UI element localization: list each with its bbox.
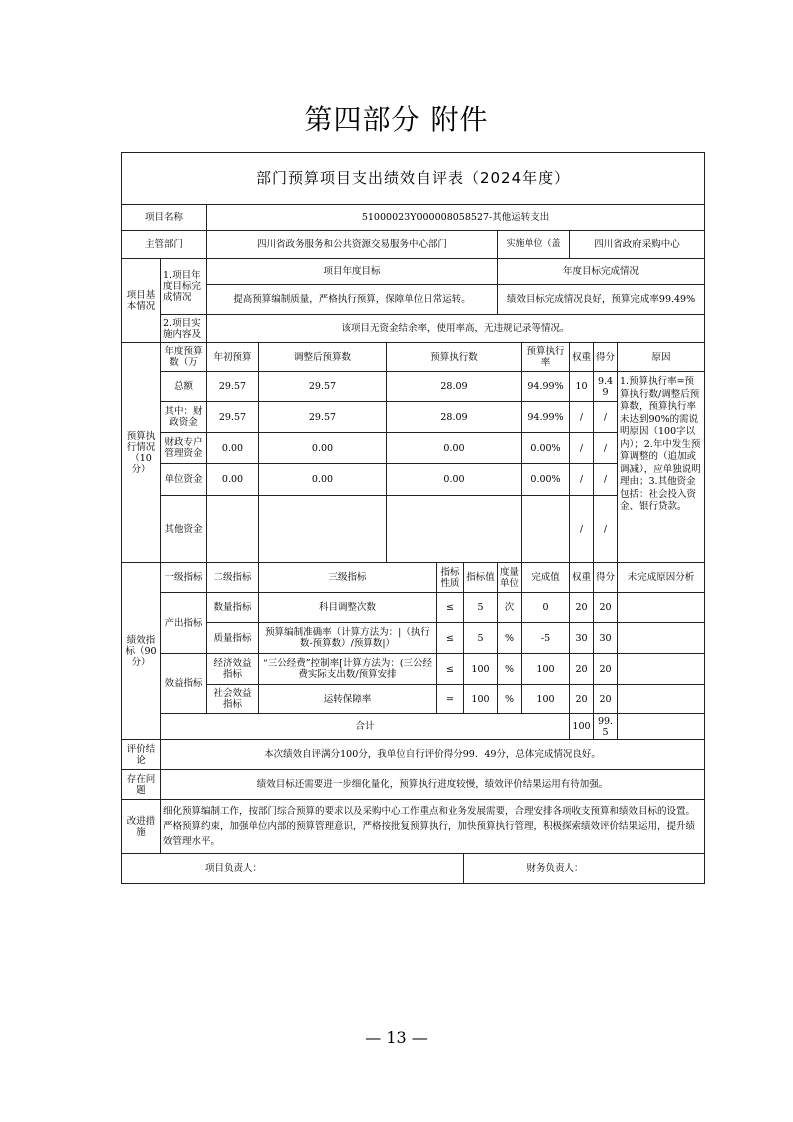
dept-value: 四川省政务服务和公共资源交易服务中心部门 xyxy=(207,231,498,259)
perf-level2: 社会效益指标 xyxy=(207,685,259,714)
perf-header-actual: 完成值 xyxy=(522,563,570,593)
budget-weight: / xyxy=(570,433,594,464)
basic-section-label: 项目基本情况 xyxy=(122,259,161,343)
perf-section-label: 绩效指标（90分） xyxy=(122,563,161,740)
budget-reason-text: 1.预算执行率=预算执行数/调整后预算数，预算执行率未达到90%的需说明原因（100字以内）；2.年中发生预算调整的（追加或调减），应单独说明理由；3.其他资金包括：社会投入资金、银行贷款。 xyxy=(618,372,705,563)
budget-header-rate: 预算执行率 xyxy=(522,343,570,372)
perf-score: 30 xyxy=(594,623,618,654)
budget-row-label: 总额 xyxy=(161,372,207,402)
perf-weight: 20 xyxy=(570,654,594,685)
perf-actual: 0 xyxy=(522,593,570,623)
budget-header-executed: 预算执行数 xyxy=(387,343,522,372)
finance-lead-signature: 财务负责人： xyxy=(464,854,705,884)
impl-unit-label: 实施单位（盖 xyxy=(498,231,570,259)
project-name-value: 51000023Y000008058527-其他运转支出 xyxy=(207,205,705,231)
perf-nature: ≤ xyxy=(437,654,464,685)
budget-row-label: 其中：财政资金 xyxy=(161,402,207,433)
perf-score: 20 xyxy=(594,685,618,714)
content-text: 该项目无资金结余率，使用率高，无违规记录等情况。 xyxy=(207,315,705,343)
total-blank xyxy=(618,714,705,740)
budget-initial xyxy=(207,496,259,563)
budget-initial: 0.00 xyxy=(207,433,259,464)
budget-score: / xyxy=(594,433,618,464)
content-label: 2.项目实施内容及 xyxy=(161,315,207,343)
budget-initial: 29.57 xyxy=(207,402,259,433)
status-text: 绩效目标完成情况良好，预算完成率99.49% xyxy=(498,285,705,315)
perf-header-level2: 二级指标 xyxy=(207,563,259,593)
perf-header-target: 指标值 xyxy=(464,563,498,593)
perf-actual: -5 xyxy=(522,623,570,654)
page-title: 第四部分 附件 xyxy=(304,103,489,136)
total-label: 合计 xyxy=(161,714,570,740)
perf-target: 5 xyxy=(464,593,498,623)
perf-unit: 次 xyxy=(498,593,522,623)
perf-weight: 20 xyxy=(570,593,594,623)
budget-initial: 0.00 xyxy=(207,464,259,496)
project-lead-signature: 项目负责人： xyxy=(122,854,464,884)
form-title: 部门预算项目支出绩效自评表（2024年度） xyxy=(122,153,705,205)
budget-header-initial: 年初预算 xyxy=(207,343,259,372)
budget-header-reason: 原因 xyxy=(618,343,705,372)
perf-header-score: 得分 xyxy=(594,563,618,593)
perf-level2: 经济效益指标 xyxy=(207,654,259,685)
goal-header: 项目年度目标 xyxy=(207,259,498,285)
budget-section-label: 预算执行情况（10分） xyxy=(122,343,161,563)
perf-target: 100 xyxy=(464,654,498,685)
evaluation-table xyxy=(121,152,705,884)
budget-rate: 0.00% xyxy=(522,433,570,464)
budget-weight: 10 xyxy=(570,372,594,402)
perf-nature: = xyxy=(437,685,464,714)
budget-row-label: 其他资金 xyxy=(161,496,207,563)
perf-unit: % xyxy=(498,654,522,685)
budget-executed: 28.09 xyxy=(387,402,522,433)
budget-header-weight: 权重 xyxy=(570,343,594,372)
perf-unit: % xyxy=(498,685,522,714)
total-weight: 100 xyxy=(570,714,594,740)
perf-nature: ≤ xyxy=(437,623,464,654)
improve-label: 改进措施 xyxy=(122,800,161,854)
dept-label: 主管部门 xyxy=(122,231,207,259)
perf-reason xyxy=(618,654,705,685)
perf-level3: “三公经费”控制率[计算方法为：(三公经费实际支出数/预算安排 xyxy=(259,654,437,685)
budget-executed xyxy=(387,496,522,563)
budget-header-adjusted: 调整后预算数 xyxy=(259,343,387,372)
perf-header-level3: 三级指标 xyxy=(259,563,437,593)
budget-rate: 94.99% xyxy=(522,402,570,433)
goal-label: 1.项目年度目标完成情况 xyxy=(161,259,207,315)
budget-row-label: 财政专户管理资金 xyxy=(161,433,207,464)
evaluation-form xyxy=(121,152,704,894)
perf-weight: 20 xyxy=(570,685,594,714)
perf-level3: 运转保障率 xyxy=(259,685,437,714)
budget-score: 9.49 xyxy=(594,372,618,402)
budget-score: / xyxy=(594,464,618,496)
budget-rate: 94.99% xyxy=(522,372,570,402)
budget-executed: 28.09 xyxy=(387,372,522,402)
budget-adjusted: 29.57 xyxy=(259,402,387,433)
budget-adjusted: 29.57 xyxy=(259,372,387,402)
status-header: 年度目标完成情况 xyxy=(498,259,705,285)
perf-level3: 科目调整次数 xyxy=(259,593,437,623)
total-score: 99.5 xyxy=(594,714,618,740)
budget-header-score: 得分 xyxy=(594,343,618,372)
perf-header-nature: 指标性质 xyxy=(437,563,464,593)
budget-weight: / xyxy=(570,464,594,496)
perf-actual: 100 xyxy=(522,685,570,714)
perf-reason xyxy=(618,685,705,714)
budget-executed: 0.00 xyxy=(387,464,522,496)
budget-weight: / xyxy=(570,402,594,433)
perf-level2: 数量指标 xyxy=(207,593,259,623)
issues-label: 存在问题 xyxy=(122,770,161,800)
perf-nature: ≤ xyxy=(437,593,464,623)
budget-rate xyxy=(522,496,570,563)
budget-weight: / xyxy=(570,496,594,563)
goal-text: 提高预算编制质量，严格执行预算，保障单位日常运转。 xyxy=(207,285,498,315)
output-indicator-label: 产出指标 xyxy=(161,593,207,654)
perf-score: 20 xyxy=(594,654,618,685)
perf-weight: 30 xyxy=(570,623,594,654)
perf-header-level1: 一级指标 xyxy=(161,563,207,593)
conclusion-label: 评价结论 xyxy=(122,740,161,770)
perf-target: 100 xyxy=(464,685,498,714)
perf-unit: % xyxy=(498,623,522,654)
budget-initial: 29.57 xyxy=(207,372,259,402)
perf-reason xyxy=(618,593,705,623)
perf-level2: 质量指标 xyxy=(207,623,259,654)
perf-score: 20 xyxy=(594,593,618,623)
budget-row-label: 单位资金 xyxy=(161,464,207,496)
project-name-label: 项目名称 xyxy=(122,205,207,231)
improve-text: 细化预算编制工作，按部门综合预算的要求以及采购中心工作重点和业务发展需要，合理安排各项收支预算和绩效目标的设置。严格预算约束，加强单位内部的预算管理意识，严格按批复预算执行，加快预算执行管理，积极探索绩效评价结果运用，提升绩效管理水平。 xyxy=(161,800,705,854)
perf-level3: 预算编制准确率（计算方法为：|（执行数-预算数）/预算数|） xyxy=(259,623,437,654)
perf-actual: 100 xyxy=(522,654,570,685)
budget-adjusted xyxy=(259,496,387,563)
budget-header-year: 年度预算数（万 xyxy=(161,343,207,372)
perf-header-weight: 权重 xyxy=(570,563,594,593)
budget-executed: 0.00 xyxy=(387,433,522,464)
conclusion-text: 本次绩效自评满分100分，我单位自行评价得分99．49分，总体完成情况良好。 xyxy=(161,740,705,770)
budget-score: / xyxy=(594,402,618,433)
perf-target: 5 xyxy=(464,623,498,654)
budget-adjusted: 0.00 xyxy=(259,433,387,464)
page-number: — 13 — xyxy=(365,1028,428,1047)
benefit-indicator-label: 效益指标 xyxy=(161,654,207,714)
perf-header-unit: 度量单位 xyxy=(498,563,522,593)
perf-header-reason: 未完成原因分析 xyxy=(618,563,705,593)
budget-adjusted: 0.00 xyxy=(259,464,387,496)
issues-text: 绩效目标还需要进一步细化量化，预算执行进度较慢，绩效评价结果运用有待加强。 xyxy=(161,770,705,800)
budget-rate: 0.00% xyxy=(522,464,570,496)
budget-score: / xyxy=(594,496,618,563)
perf-reason xyxy=(618,623,705,654)
impl-unit-value: 四川省政府采购中心 xyxy=(570,231,705,259)
